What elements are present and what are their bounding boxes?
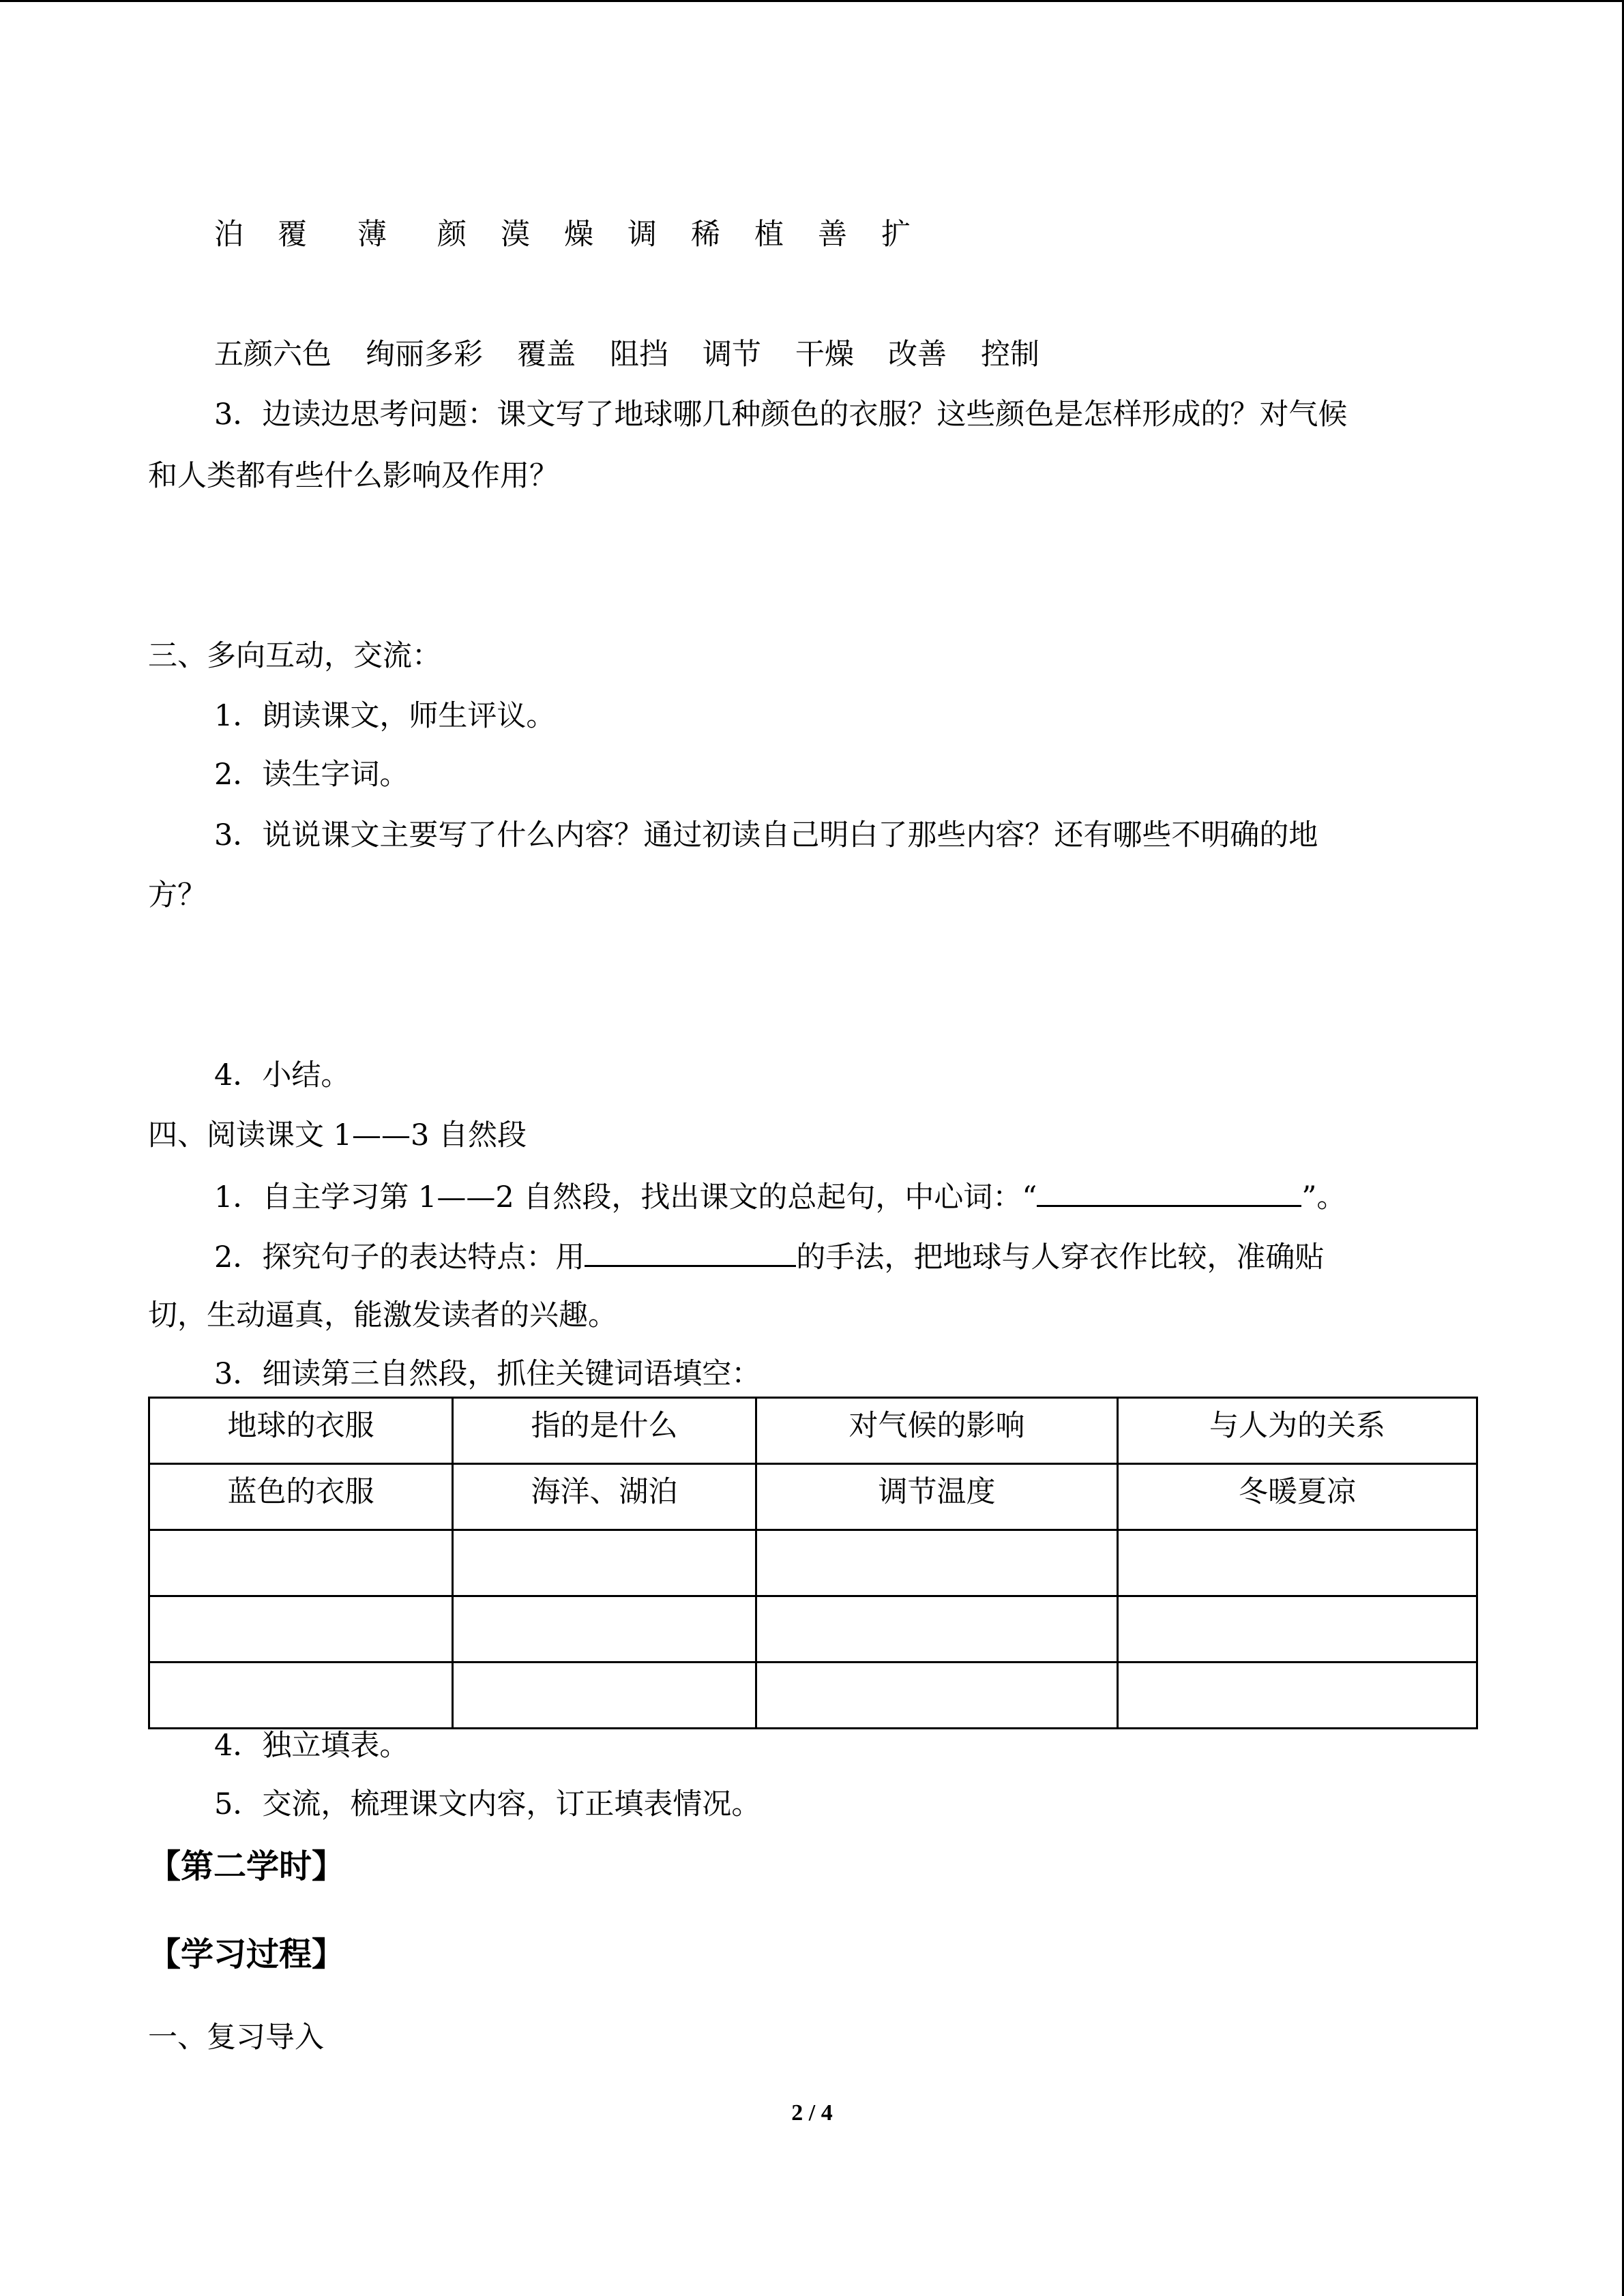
vocab-char: 覆 xyxy=(278,218,307,252)
table-row xyxy=(149,1663,1477,1729)
earth-clothes-table xyxy=(148,1397,1478,1729)
vocab-char: 稀 xyxy=(691,218,720,252)
vocab-word: 绚丽多彩 xyxy=(366,338,483,372)
vocab-char: 漠 xyxy=(501,218,530,252)
section-4-item-4: 4．独立填表。 xyxy=(214,1729,409,1763)
table-cell: 蓝色的衣服 xyxy=(149,1464,453,1530)
section-4-item-1 xyxy=(214,1175,1346,1218)
question-3-line-1: 3．边读边思考问题：课文写了地球哪几种颜色的衣服？这些颜色是怎样形成的？对气候 xyxy=(214,398,1348,432)
vocab-word: 干燥 xyxy=(795,338,854,372)
section-4-item-2-line-2: 切，生动逼真，能激发读者的兴趣。 xyxy=(148,1298,617,1332)
section-3-item-3-line-2: 方？ xyxy=(148,878,207,912)
table-cell-empty[interactable] xyxy=(453,1663,756,1729)
table-cell-empty[interactable] xyxy=(756,1596,1118,1663)
section-4-item-5: 5．交流，梳理课文内容，订正填表情况。 xyxy=(214,1787,761,1821)
vocab-word: 调节 xyxy=(703,338,761,372)
vocab-word: 改善 xyxy=(888,338,947,372)
section-3-item-2: 2．读生字词。 xyxy=(214,758,409,792)
table-header-cell: 对气候的影响 xyxy=(756,1398,1118,1464)
section-4-item-2 xyxy=(214,1235,1324,1278)
table-cell-empty[interactable] xyxy=(149,1530,453,1596)
vocab-word: 阻挡 xyxy=(610,338,668,372)
table-cell-empty[interactable] xyxy=(453,1530,756,1596)
table-cell-empty[interactable] xyxy=(149,1596,453,1663)
fill-blank-technique[interactable] xyxy=(585,1235,796,1267)
table-cell-empty[interactable] xyxy=(756,1663,1118,1729)
table-cell-empty[interactable] xyxy=(149,1663,453,1729)
table-row xyxy=(149,1464,1477,1530)
item-1-text: 1．自主学习第 1——2 自然段，找出课文的总起句，中心词：“ xyxy=(214,1180,1037,1214)
vocab-char: 植 xyxy=(754,218,784,252)
fill-blank-center-word[interactable] xyxy=(1037,1175,1301,1207)
table-cell-empty[interactable] xyxy=(1118,1663,1477,1729)
vocab-char: 泊 xyxy=(214,218,243,252)
item-1-close: ”。 xyxy=(1301,1180,1346,1214)
table-header-cell: 指的是什么 xyxy=(453,1398,756,1464)
vocab-characters xyxy=(214,214,945,255)
table-cell-empty[interactable] xyxy=(1118,1596,1477,1663)
item-2-text-rest: 的手法，把地球与人穿衣作比较，准确贴 xyxy=(796,1240,1325,1274)
vocab-word: 五颜六色 xyxy=(214,338,331,372)
vocab-char: 薄 xyxy=(357,218,387,252)
table-cell-empty[interactable] xyxy=(1118,1530,1477,1596)
section-3-title: 三、多向互动，交流： xyxy=(148,639,441,673)
section-3-item-3-line-1: 3．说说课文主要写了什么内容？通过初读自己明白了那些内容？还有哪些不明确的地 xyxy=(214,818,1318,852)
review-title: 一、复习导入 xyxy=(148,2021,324,2055)
page-number: 2 / 4 xyxy=(791,2100,833,2126)
item-2-text: 2．探究句子的表达特点：用 xyxy=(214,1240,585,1274)
table-cell-empty[interactable] xyxy=(756,1530,1118,1596)
table-cell: 冬暖夏凉 xyxy=(1118,1464,1477,1530)
vocab-word: 控制 xyxy=(981,338,1039,372)
vocab-words xyxy=(214,334,1074,375)
section-3-item-1: 1．朗读课文，师生评议。 xyxy=(214,699,556,733)
section-3-item-4: 4．小结。 xyxy=(214,1058,351,1092)
vocab-word: 覆盖 xyxy=(517,338,576,372)
section-4-item-3: 3．细读第三自然段，抓住关键词语填空： xyxy=(214,1357,761,1391)
table-cell-empty[interactable] xyxy=(453,1596,756,1663)
table-row xyxy=(149,1596,1477,1663)
table-cell: 调节温度 xyxy=(756,1464,1118,1530)
heading-lesson-2: 【第二学时】 xyxy=(148,1847,345,1885)
table-row xyxy=(149,1530,1477,1596)
vocab-char: 燥 xyxy=(564,218,593,252)
table-cell: 海洋、湖泊 xyxy=(453,1464,756,1530)
table-header-row xyxy=(149,1398,1477,1464)
table-header-cell: 与人为的关系 xyxy=(1118,1398,1477,1464)
vocab-char: 颜 xyxy=(437,218,467,252)
table-header-cell: 地球的衣服 xyxy=(149,1398,453,1464)
vocab-char: 调 xyxy=(628,218,657,252)
heading-learning-process: 【学习过程】 xyxy=(148,1935,345,1973)
question-3-line-2: 和人类都有些什么影响及作用？ xyxy=(148,459,559,493)
vocab-char: 善 xyxy=(818,218,847,252)
vocab-char: 扩 xyxy=(881,218,911,252)
section-4-title: 四、阅读课文 1——3 自然段 xyxy=(148,1118,527,1152)
